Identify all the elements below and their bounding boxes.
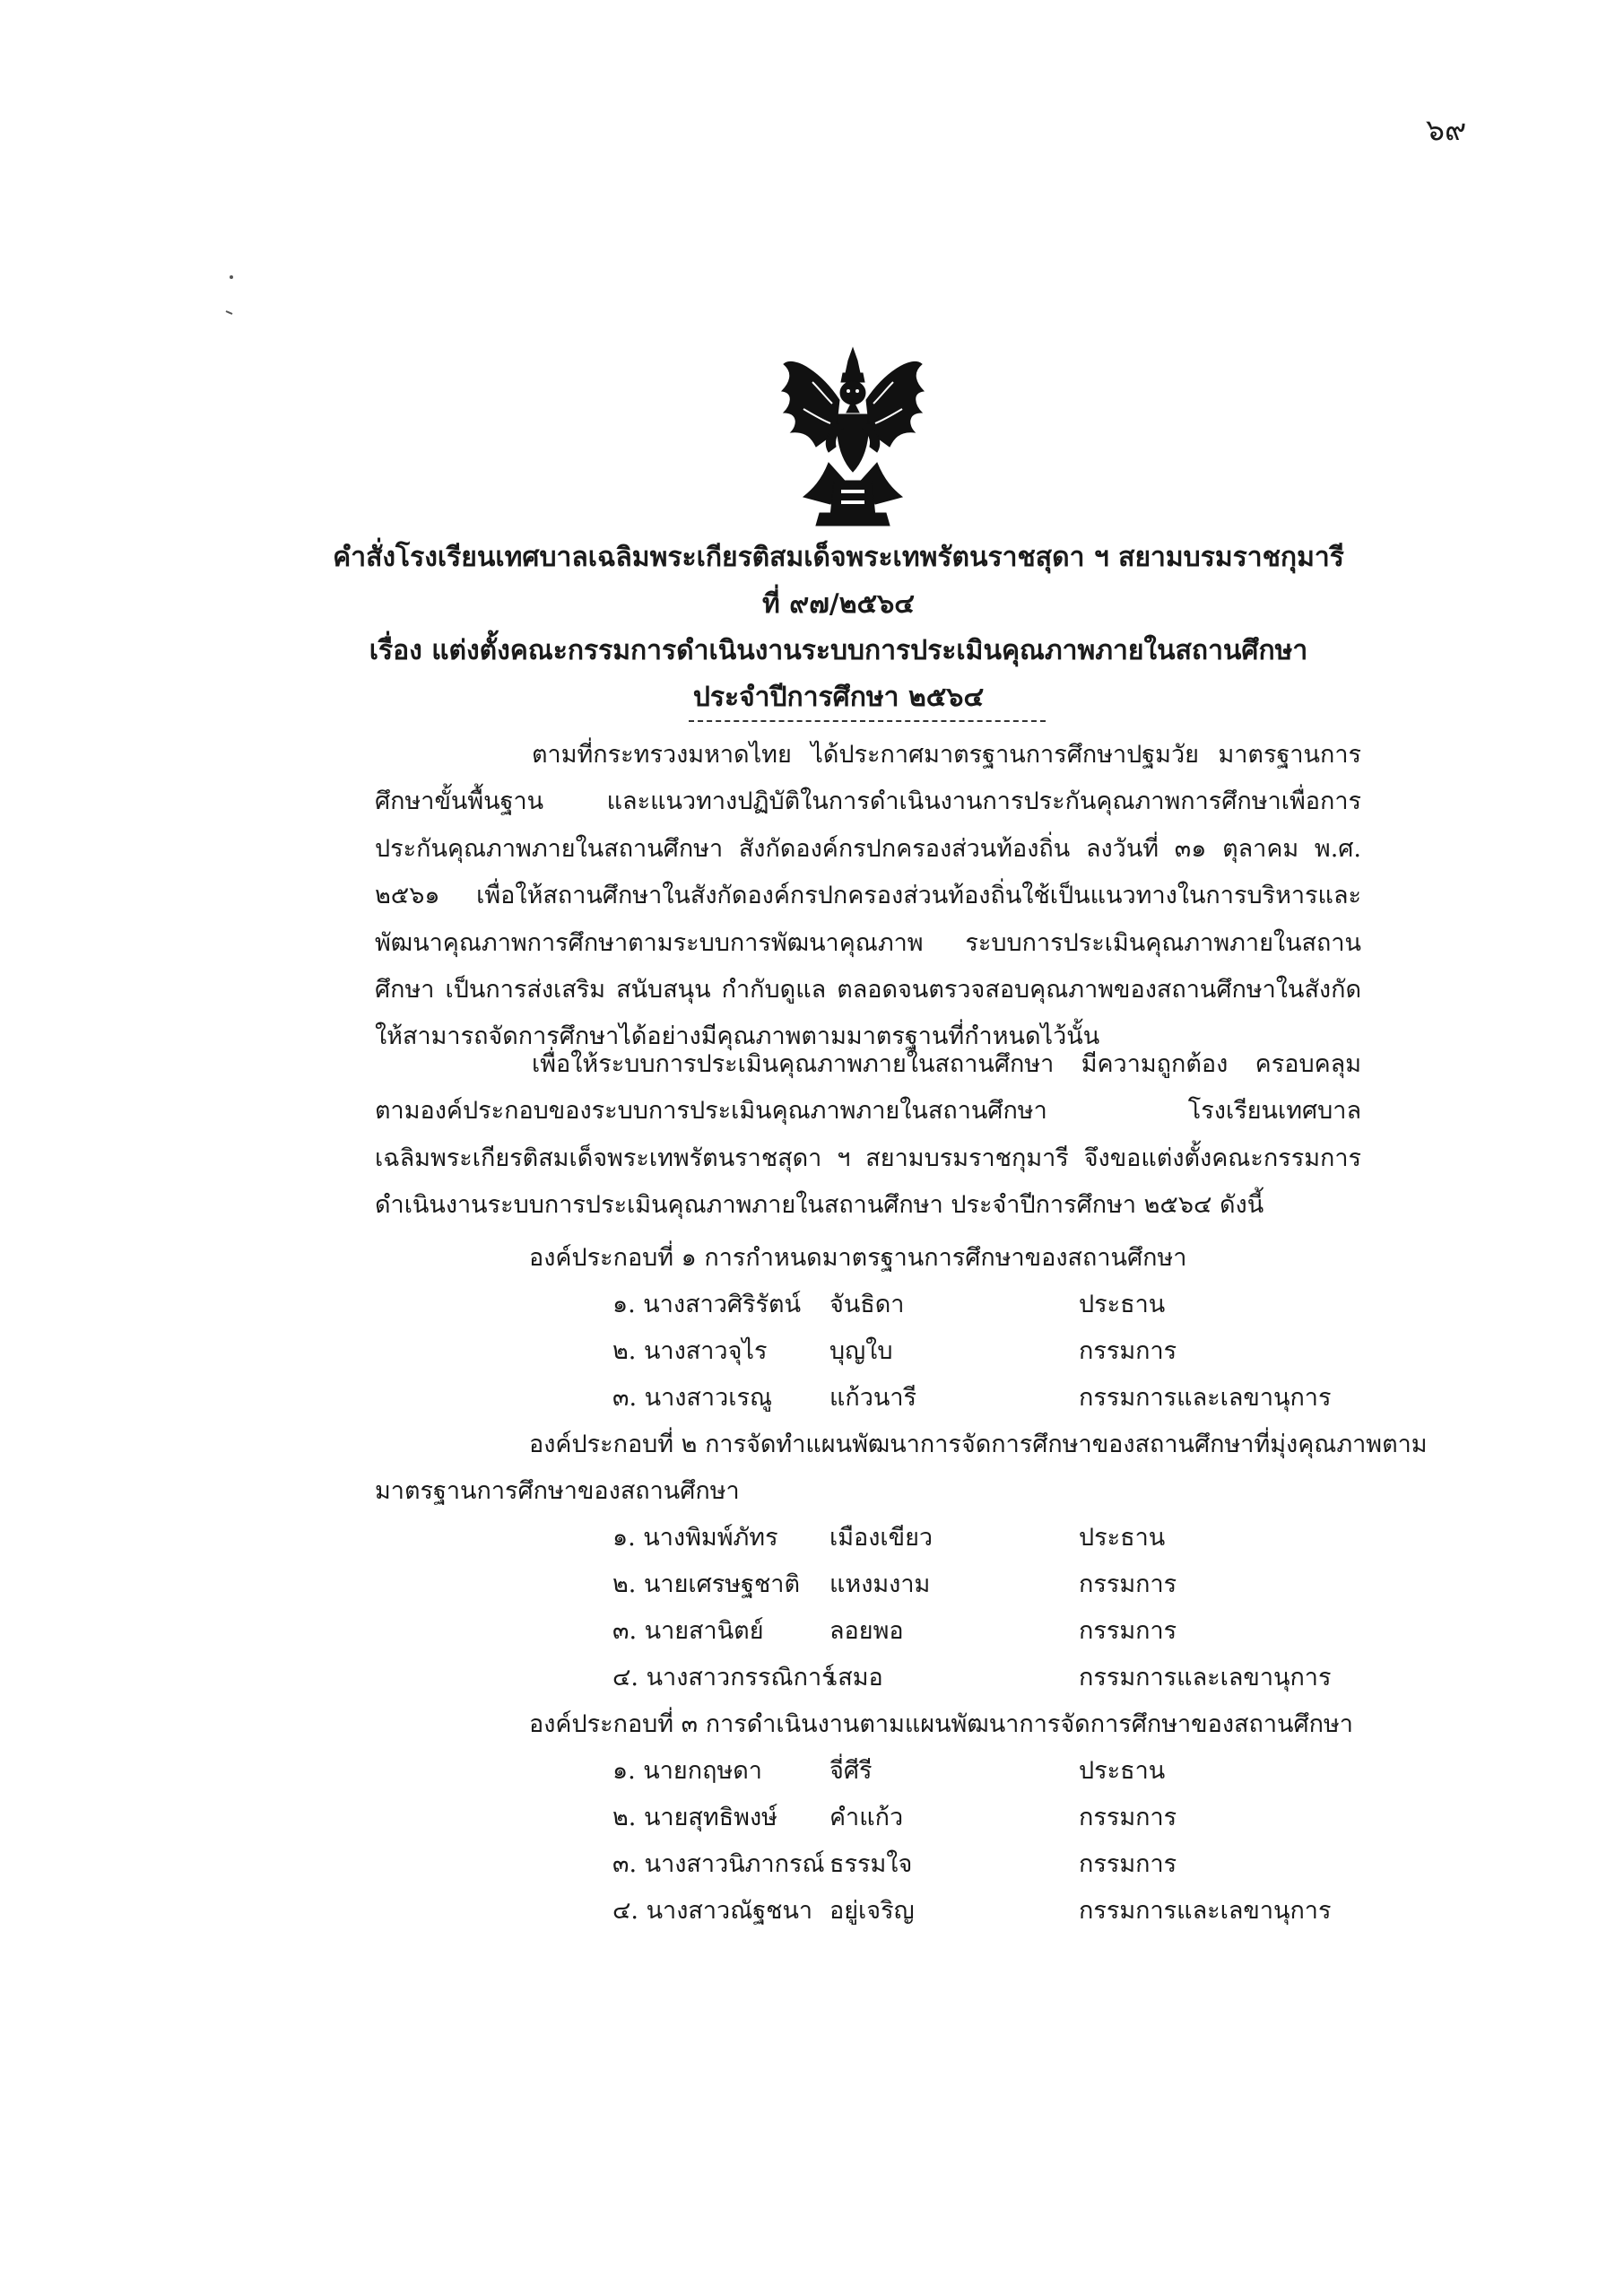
section-2-title: องค์ประกอบที่ ๒ การจัดทำแผนพัฒนาการจัดการศึกษาของสถานศึกษาที่มุ่งคุณภาพตาม [529, 1431, 1428, 1458]
member-name: ๔. นางสาวกรรณิการ์ [612, 1664, 835, 1692]
member-role: กรรมการและเลขานุการ [1079, 1897, 1332, 1925]
member-role: ประธาน [1079, 1524, 1166, 1552]
member-name: ๒. นายเศรษฐชาติ [612, 1570, 800, 1598]
member-surname: อยู่เจริญ [829, 1897, 915, 1925]
member-name: ๑. นายกฤษดา [612, 1757, 762, 1785]
section-3-title: องค์ประกอบที่ ๓ การดำเนินงานตามแผนพัฒนาการจัดการศึกษาของสถานศึกษา [529, 1710, 1353, 1738]
member-surname: เสมอ [829, 1664, 883, 1692]
member-role: กรรมการและเลขานุการ [1079, 1664, 1332, 1692]
member-role: กรรมการและเลขานุการ [1079, 1384, 1332, 1412]
member-name: ๒. นางสาวจุไร [612, 1337, 768, 1365]
member-role: ประธาน [1079, 1757, 1166, 1785]
member-surname: บุญใบ [829, 1337, 893, 1365]
member-surname: แก้วนารี [829, 1384, 917, 1412]
member-surname: ลอยพอ [829, 1617, 904, 1645]
member-role: กรรมการ [1079, 1570, 1177, 1598]
paragraph-1-text: ตามที่กระทรวงมหาดไทย ได้ประกาศมาตรฐานการศึกษาปฐมวัย มาตรฐานการศึกษาขั้นพื้นฐาน และแนวทางปฏิบัติในการดำเนินงานการประกันคุณภาพการศึกษาเพื่อการประกันคุณภาพภายในสถานศึกษา สังกัดองค์กรปกครองส่วนท้องถิ่น ลงวันที่ ๓๑ ตุลาคม พ.ศ. ๒๕๖๑ เพื่อให้สถานศึกษาในสังกัดองค์กรปกครองส่วนท้องถิ่นใช้เป็นแนวทางในการบริหารและพัฒนาคุณภาพการศึกษาตามระบบการพัฒนาคุณภาพ ระบบการประเมินคุณภาพภายในสถานศึกษา เป็นการส่งเสริม สนับสนุน กำกับดูแล ตลอดจนตรวจสอบคุณภาพของสถานศึกษาในสังกัดให้สามารถจัดการศึกษาได้อย่างมีคุณภาพตามมาตรฐานที่กำหนดไว้นั้น [375, 741, 1361, 1051]
member-name: ๓. นายสานิตย์ [612, 1617, 764, 1645]
paragraph-1 [375, 732, 1361, 1061]
member-name: ๓. นางสาวเรณู [612, 1384, 773, 1412]
paragraph-2 [375, 1041, 1361, 1230]
member-name: ๔. นางสาวณัฐชนา [612, 1897, 813, 1925]
member-role: กรรมการ [1079, 1804, 1177, 1831]
title-line-2: ที่ ๙๗/๒๕๖๔ [762, 588, 915, 620]
member-surname: แหงมงาม [829, 1570, 931, 1598]
member-name: ๓. นางสาวนิภากรณ์ [612, 1850, 825, 1878]
member-name: ๒. นายสุทธิพงษ์ [612, 1804, 777, 1831]
section-1-title: องค์ประกอบที่ ๑ การกำหนดมาตรฐานการศึกษาของสถานศึกษา [529, 1244, 1187, 1272]
title-line-4: ประจำปีการศึกษา ๒๕๖๔ [692, 682, 985, 713]
paragraph-2-text: เพื่อให้ระบบการประเมินคุณภาพภายในสถานศึกษา มีความถูกต้อง ครอบคลุมตามองค์ประกอบของระบบการประเมินคุณภาพภายในสถานศึกษา โรงเรียนเทศบาลเฉลิมพระเกียรติสมเด็จพระเทพรัตนราชสุดา ฯ สยามบรมราชกุมารี จึงขอแต่งตั้งคณะกรรมการดำเนินงานระบบการประเมินคุณภาพภายในสถานศึกษา ประจำปีการศึกษา ๒๕๖๔ ดังนี้ [375, 1050, 1361, 1220]
title-line-3: เรื่อง แต่งตั้งคณะกรรมการดำเนินงานระบบการประเมินคุณภาพภายในสถานศึกษา [369, 635, 1308, 666]
member-surname: จี่ศีรี [829, 1757, 873, 1785]
member-surname: ธรรมใจ [829, 1850, 913, 1878]
member-role: กรรมการ [1079, 1617, 1177, 1645]
member-name: ๑. นางพิมพ์ภัทร [612, 1524, 778, 1552]
page-number: ๖๙ [1426, 112, 1467, 147]
section-2-title-continued: มาตรฐานการศึกษาของสถานศึกษา [375, 1477, 740, 1505]
garuda-emblem-icon [777, 346, 929, 530]
member-name: ๑. นางสาวศิริรัตน์ [612, 1291, 802, 1318]
dashed-divider [689, 720, 1046, 722]
member-role: กรรมการ [1079, 1337, 1177, 1365]
title-line-1: คำสั่งโรงเรียนเทศบาลเฉลิมพระเกียรติสมเด็จพระเทพรัตนราชสุดา ฯ สยามบรมราชกุมารี [333, 542, 1344, 573]
member-surname: คำแก้ว [829, 1804, 904, 1831]
member-role: ประธาน [1079, 1291, 1166, 1318]
member-role: กรรมการ [1079, 1850, 1177, 1878]
member-surname: จันธิดา [829, 1291, 905, 1318]
scan-specks [224, 274, 260, 327]
member-surname: เมืองเขียว [829, 1524, 934, 1552]
order-title [323, 535, 1354, 721]
